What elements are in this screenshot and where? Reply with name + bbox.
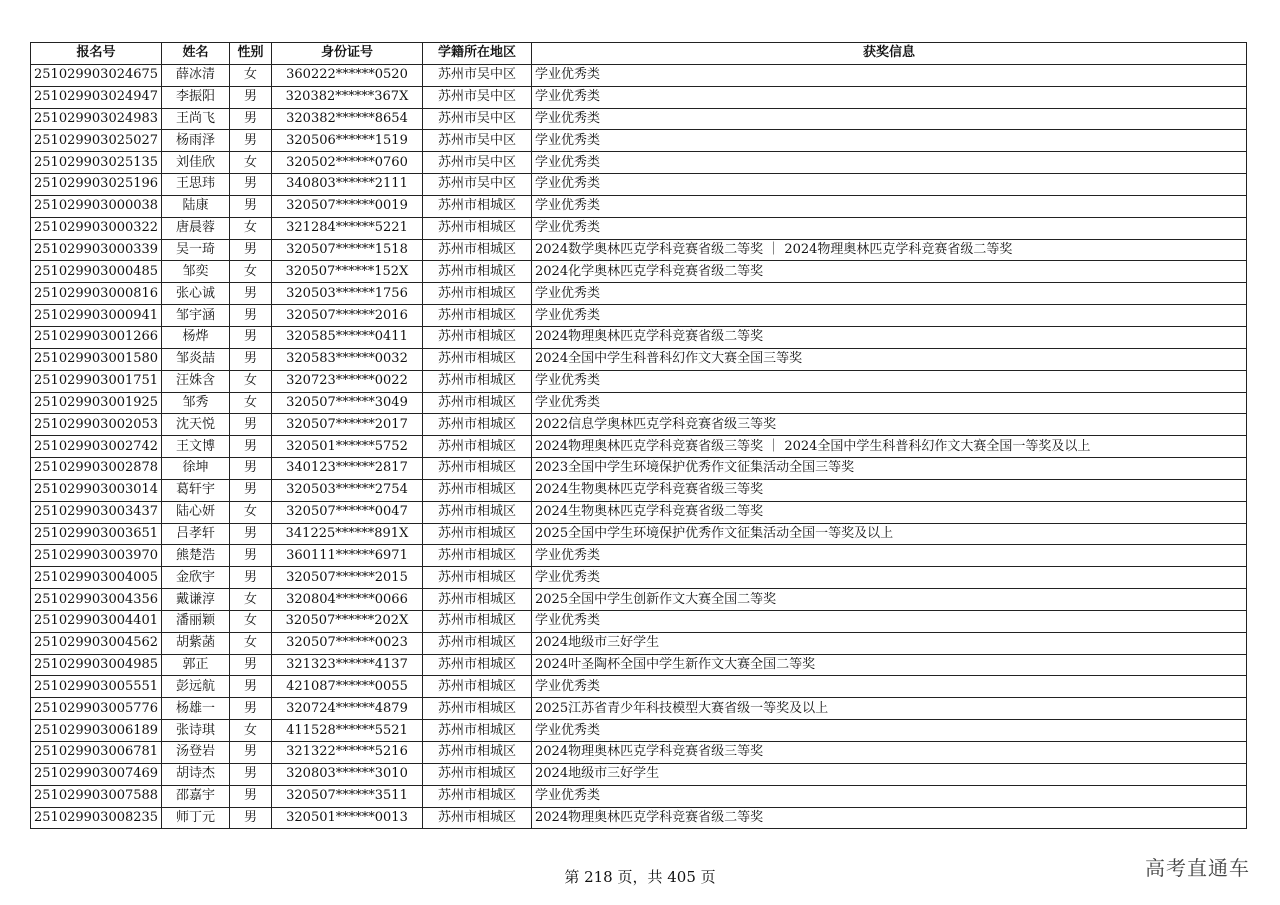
cell-id-number: 320507******3511 xyxy=(272,785,423,807)
cell-school-region: 苏州市相城区 xyxy=(423,436,532,458)
table-row xyxy=(31,436,1247,458)
table-row xyxy=(31,392,1247,414)
cell-award-info: 2025全国中学生环境保护优秀作文征集活动全国一等奖及以上 xyxy=(532,523,1247,545)
cell-gender: 男 xyxy=(230,108,272,130)
cell-award-info: 2024物理奥林匹克学科竞赛省级三等奖 xyxy=(532,742,1247,764)
cell-student-name: 薛冰清 xyxy=(162,64,230,86)
cell-school-region: 苏州市吴中区 xyxy=(423,86,532,108)
cell-student-name: 杨烨 xyxy=(162,326,230,348)
cell-student-name: 徐坤 xyxy=(162,458,230,480)
cell-id-number: 360222******0520 xyxy=(272,64,423,86)
cell-registration-number: 251029903002742 xyxy=(31,436,162,458)
cell-award-info: 学业优秀类 xyxy=(532,567,1247,589)
cell-gender: 男 xyxy=(230,698,272,720)
cell-gender: 女 xyxy=(230,392,272,414)
table-row xyxy=(31,305,1247,327)
cell-gender: 女 xyxy=(230,261,272,283)
cell-school-region: 苏州市相城区 xyxy=(423,261,532,283)
table-row xyxy=(31,130,1247,152)
cell-id-number: 320502******0760 xyxy=(272,152,423,174)
cell-school-region: 苏州市相城区 xyxy=(423,458,532,480)
cell-award-info: 2024地级市三好学生 xyxy=(532,632,1247,654)
cell-student-name: 戴谦淳 xyxy=(162,589,230,611)
table-row xyxy=(31,676,1247,698)
column-header-registration-number: 报名号 xyxy=(31,43,162,65)
cell-registration-number: 251029903007469 xyxy=(31,763,162,785)
cell-student-name: 杨雄一 xyxy=(162,698,230,720)
table-row xyxy=(31,174,1247,196)
cell-student-name: 汤登岩 xyxy=(162,742,230,764)
table-row xyxy=(31,370,1247,392)
table-row xyxy=(31,348,1247,370)
table-row xyxy=(31,720,1247,742)
cell-student-name: 邹奕 xyxy=(162,261,230,283)
cell-id-number: 320507******2016 xyxy=(272,305,423,327)
cell-award-info: 2024地级市三好学生 xyxy=(532,763,1247,785)
cell-student-name: 唐晨蓉 xyxy=(162,217,230,239)
cell-school-region: 苏州市吴中区 xyxy=(423,64,532,86)
cell-id-number: 320804******0066 xyxy=(272,589,423,611)
cell-award-info: 2024物理奥林匹克学科竞赛省级二等奖 xyxy=(532,326,1247,348)
cell-school-region: 苏州市吴中区 xyxy=(423,174,532,196)
cell-student-name: 胡紫菡 xyxy=(162,632,230,654)
cell-student-name: 师丁元 xyxy=(162,807,230,829)
cell-registration-number: 251029903002053 xyxy=(31,414,162,436)
cell-registration-number: 251029903024947 xyxy=(31,86,162,108)
cell-award-info: 学业优秀类 xyxy=(532,392,1247,414)
cell-award-info: 学业优秀类 xyxy=(532,174,1247,196)
cell-award-info: 学业优秀类 xyxy=(532,130,1247,152)
cell-school-region: 苏州市相城区 xyxy=(423,720,532,742)
cell-gender: 男 xyxy=(230,676,272,698)
cell-award-info: 学业优秀类 xyxy=(532,785,1247,807)
cell-registration-number: 251029903024675 xyxy=(31,64,162,86)
cell-school-region: 苏州市相城区 xyxy=(423,610,532,632)
cell-student-name: 胡诗杰 xyxy=(162,763,230,785)
cell-registration-number: 251029903005776 xyxy=(31,698,162,720)
cell-award-info: 2025江苏省青少年科技模型大赛省级一等奖及以上 xyxy=(532,698,1247,720)
cell-student-name: 熊楚浩 xyxy=(162,545,230,567)
cell-registration-number: 251029903025196 xyxy=(31,174,162,196)
cell-student-name: 邹秀 xyxy=(162,392,230,414)
cell-registration-number: 251029903000038 xyxy=(31,195,162,217)
cell-id-number: 360111******6971 xyxy=(272,545,423,567)
cell-award-info: 学业优秀类 xyxy=(532,195,1247,217)
cell-gender: 男 xyxy=(230,654,272,676)
watermark-text: 高考直通车 xyxy=(1145,856,1250,880)
header-row xyxy=(31,43,1247,65)
table-row xyxy=(31,414,1247,436)
table-row xyxy=(31,698,1247,720)
cell-registration-number: 251029903005551 xyxy=(31,676,162,698)
cell-school-region: 苏州市吴中区 xyxy=(423,108,532,130)
cell-registration-number: 251029903024983 xyxy=(31,108,162,130)
cell-award-info: 2024物理奥林匹克学科竞赛省级二等奖 xyxy=(532,807,1247,829)
cell-registration-number: 251029903006781 xyxy=(31,742,162,764)
cell-id-number: 320803******3010 xyxy=(272,763,423,785)
cell-student-name: 邹宇涵 xyxy=(162,305,230,327)
table-row xyxy=(31,654,1247,676)
cell-id-number: 321284******5221 xyxy=(272,217,423,239)
cell-school-region: 苏州市相城区 xyxy=(423,742,532,764)
cell-id-number: 320507******1518 xyxy=(272,239,423,261)
cell-school-region: 苏州市相城区 xyxy=(423,217,532,239)
cell-id-number: 340803******2111 xyxy=(272,174,423,196)
column-header-award-info: 获奖信息 xyxy=(532,43,1247,65)
cell-school-region: 苏州市吴中区 xyxy=(423,130,532,152)
cell-id-number: 320507******2015 xyxy=(272,567,423,589)
cell-student-name: 李振阳 xyxy=(162,86,230,108)
cell-registration-number: 251029903000816 xyxy=(31,283,162,305)
cell-student-name: 葛轩宇 xyxy=(162,479,230,501)
cell-school-region: 苏州市相城区 xyxy=(423,479,532,501)
cell-award-info: 2024生物奥林匹克学科竞赛省级三等奖 xyxy=(532,479,1247,501)
cell-award-info: 学业优秀类 xyxy=(532,152,1247,174)
cell-gender: 女 xyxy=(230,610,272,632)
cell-gender: 女 xyxy=(230,370,272,392)
cell-registration-number: 251029903004562 xyxy=(31,632,162,654)
table-row xyxy=(31,283,1247,305)
cell-award-info: 学业优秀类 xyxy=(532,305,1247,327)
table-row xyxy=(31,479,1247,501)
cell-id-number: 320507******202X xyxy=(272,610,423,632)
cell-award-info: 学业优秀类 xyxy=(532,86,1247,108)
table-body xyxy=(31,64,1247,829)
cell-award-info: 2024叶圣陶杯全国中学生新作文大赛全国二等奖 xyxy=(532,654,1247,676)
page-number: 第 218 页，共 405 页 xyxy=(564,868,716,886)
table-row xyxy=(31,458,1247,480)
cell-student-name: 邵嘉宇 xyxy=(162,785,230,807)
cell-award-info: 2022信息学奥林匹克学科竞赛省级三等奖 xyxy=(532,414,1247,436)
cell-gender: 男 xyxy=(230,567,272,589)
cell-gender: 女 xyxy=(230,217,272,239)
cell-id-number: 320507******0047 xyxy=(272,501,423,523)
cell-registration-number: 251029903025027 xyxy=(31,130,162,152)
cell-student-name: 沈天悦 xyxy=(162,414,230,436)
cell-registration-number: 251029903004401 xyxy=(31,610,162,632)
cell-student-name: 王思玮 xyxy=(162,174,230,196)
cell-student-name: 潘丽颖 xyxy=(162,610,230,632)
cell-student-name: 汪姝含 xyxy=(162,370,230,392)
cell-student-name: 陆心妍 xyxy=(162,501,230,523)
cell-registration-number: 251029903003437 xyxy=(31,501,162,523)
cell-student-name: 郭正 xyxy=(162,654,230,676)
cell-id-number: 320382******367X xyxy=(272,86,423,108)
cell-id-number: 320507******152X xyxy=(272,261,423,283)
cell-student-name: 杨雨泽 xyxy=(162,130,230,152)
cell-gender: 女 xyxy=(230,152,272,174)
cell-gender: 男 xyxy=(230,523,272,545)
cell-id-number: 321323******4137 xyxy=(272,654,423,676)
cell-gender: 男 xyxy=(230,283,272,305)
table-row xyxy=(31,545,1247,567)
cell-gender: 男 xyxy=(230,479,272,501)
cell-school-region: 苏州市相城区 xyxy=(423,698,532,720)
cell-gender: 男 xyxy=(230,305,272,327)
cell-award-info: 2024全国中学生科普科幻作文大赛全国三等奖 xyxy=(532,348,1247,370)
cell-gender: 男 xyxy=(230,195,272,217)
cell-id-number: 320506******1519 xyxy=(272,130,423,152)
table-row xyxy=(31,64,1247,86)
cell-id-number: 320507******0019 xyxy=(272,195,423,217)
cell-school-region: 苏州市相城区 xyxy=(423,414,532,436)
cell-student-name: 金欣宇 xyxy=(162,567,230,589)
cell-registration-number: 251029903000485 xyxy=(31,261,162,283)
cell-school-region: 苏州市相城区 xyxy=(423,763,532,785)
cell-award-info: 2024化学奥林匹克学科竞赛省级二等奖 xyxy=(532,261,1247,283)
cell-student-name: 王尚飞 xyxy=(162,108,230,130)
table-row xyxy=(31,239,1247,261)
cell-registration-number: 251029903003970 xyxy=(31,545,162,567)
cell-award-info: 学业优秀类 xyxy=(532,217,1247,239)
cell-award-info: 2025全国中学生创新作文大赛全国二等奖 xyxy=(532,589,1247,611)
cell-student-name: 彭远航 xyxy=(162,676,230,698)
cell-school-region: 苏州市相城区 xyxy=(423,370,532,392)
cell-school-region: 苏州市相城区 xyxy=(423,545,532,567)
cell-school-region: 苏州市相城区 xyxy=(423,501,532,523)
cell-school-region: 苏州市相城区 xyxy=(423,523,532,545)
table-row xyxy=(31,195,1247,217)
cell-student-name: 王文博 xyxy=(162,436,230,458)
cell-gender: 女 xyxy=(230,64,272,86)
column-header-id-number: 身份证号 xyxy=(272,43,423,65)
cell-id-number: 320501******0013 xyxy=(272,807,423,829)
cell-award-info: 学业优秀类 xyxy=(532,545,1247,567)
cell-gender: 男 xyxy=(230,458,272,480)
cell-id-number: 320503******2754 xyxy=(272,479,423,501)
table-row xyxy=(31,567,1247,589)
roster-table xyxy=(30,42,1247,829)
cell-school-region: 苏州市相城区 xyxy=(423,676,532,698)
cell-registration-number: 251029903001580 xyxy=(31,348,162,370)
cell-student-name: 张心诚 xyxy=(162,283,230,305)
table-row xyxy=(31,86,1247,108)
table-row xyxy=(31,523,1247,545)
cell-id-number: 411528******5521 xyxy=(272,720,423,742)
cell-gender: 男 xyxy=(230,436,272,458)
table-row xyxy=(31,807,1247,829)
cell-id-number: 320507******0023 xyxy=(272,632,423,654)
table-row xyxy=(31,763,1247,785)
cell-id-number: 320507******3049 xyxy=(272,392,423,414)
column-header-student-name: 姓名 xyxy=(162,43,230,65)
table-row xyxy=(31,326,1247,348)
cell-school-region: 苏州市相城区 xyxy=(423,305,532,327)
cell-gender: 男 xyxy=(230,86,272,108)
cell-id-number: 320503******1756 xyxy=(272,283,423,305)
cell-student-name: 邹炎喆 xyxy=(162,348,230,370)
cell-registration-number: 251029903006189 xyxy=(31,720,162,742)
cell-registration-number: 251029903001925 xyxy=(31,392,162,414)
cell-award-info: 学业优秀类 xyxy=(532,676,1247,698)
cell-school-region: 苏州市相城区 xyxy=(423,326,532,348)
cell-award-info: 学业优秀类 xyxy=(532,370,1247,392)
cell-registration-number: 251029903025135 xyxy=(31,152,162,174)
cell-school-region: 苏州市相城区 xyxy=(423,283,532,305)
cell-school-region: 苏州市吴中区 xyxy=(423,152,532,174)
cell-gender: 男 xyxy=(230,239,272,261)
cell-gender: 女 xyxy=(230,501,272,523)
cell-id-number: 320585******0411 xyxy=(272,326,423,348)
cell-id-number: 320723******0022 xyxy=(272,370,423,392)
cell-gender: 男 xyxy=(230,763,272,785)
cell-registration-number: 251029903002878 xyxy=(31,458,162,480)
table-row xyxy=(31,261,1247,283)
cell-registration-number: 251029903004005 xyxy=(31,567,162,589)
cell-id-number: 341225******891X xyxy=(272,523,423,545)
cell-student-name: 吕孝轩 xyxy=(162,523,230,545)
table-row xyxy=(31,152,1247,174)
cell-gender: 男 xyxy=(230,174,272,196)
cell-gender: 男 xyxy=(230,545,272,567)
table-row xyxy=(31,632,1247,654)
cell-school-region: 苏州市相城区 xyxy=(423,807,532,829)
cell-gender: 男 xyxy=(230,742,272,764)
column-header-school-region: 学籍所在地区 xyxy=(423,43,532,65)
cell-school-region: 苏州市相城区 xyxy=(423,632,532,654)
cell-school-region: 苏州市相城区 xyxy=(423,654,532,676)
cell-award-info: 学业优秀类 xyxy=(532,283,1247,305)
cell-school-region: 苏州市相城区 xyxy=(423,785,532,807)
column-header-gender: 性别 xyxy=(230,43,272,65)
cell-id-number: 321322******5216 xyxy=(272,742,423,764)
cell-school-region: 苏州市相城区 xyxy=(423,392,532,414)
table-row xyxy=(31,108,1247,130)
cell-registration-number: 251029903000339 xyxy=(31,239,162,261)
cell-gender: 男 xyxy=(230,785,272,807)
cell-gender: 女 xyxy=(230,632,272,654)
cell-id-number: 320507******2017 xyxy=(272,414,423,436)
cell-school-region: 苏州市相城区 xyxy=(423,589,532,611)
cell-school-region: 苏州市相城区 xyxy=(423,567,532,589)
cell-registration-number: 251029903000941 xyxy=(31,305,162,327)
cell-registration-number: 251029903004356 xyxy=(31,589,162,611)
table-row xyxy=(31,501,1247,523)
cell-award-info: 学业优秀类 xyxy=(532,108,1247,130)
cell-id-number: 340123******2817 xyxy=(272,458,423,480)
cell-gender: 男 xyxy=(230,807,272,829)
cell-id-number: 421087******0055 xyxy=(272,676,423,698)
cell-award-info: 2024生物奥林匹克学科竞赛省级二等奖 xyxy=(532,501,1247,523)
cell-id-number: 320382******8654 xyxy=(272,108,423,130)
cell-student-name: 吴一琦 xyxy=(162,239,230,261)
cell-award-info: 学业优秀类 xyxy=(532,64,1247,86)
cell-registration-number: 251029903008235 xyxy=(31,807,162,829)
cell-registration-number: 251029903003014 xyxy=(31,479,162,501)
cell-gender: 女 xyxy=(230,589,272,611)
cell-school-region: 苏州市相城区 xyxy=(423,239,532,261)
cell-id-number: 320583******0032 xyxy=(272,348,423,370)
cell-registration-number: 251029903000322 xyxy=(31,217,162,239)
cell-registration-number: 251029903007588 xyxy=(31,785,162,807)
cell-gender: 男 xyxy=(230,414,272,436)
cell-school-region: 苏州市相城区 xyxy=(423,348,532,370)
cell-registration-number: 251029903001751 xyxy=(31,370,162,392)
cell-registration-number: 251029903004985 xyxy=(31,654,162,676)
cell-gender: 男 xyxy=(230,326,272,348)
cell-student-name: 陆康 xyxy=(162,195,230,217)
cell-registration-number: 251029903001266 xyxy=(31,326,162,348)
cell-id-number: 320501******5752 xyxy=(272,436,423,458)
table-row xyxy=(31,217,1247,239)
table-row xyxy=(31,742,1247,764)
cell-award-info: 学业优秀类 xyxy=(532,720,1247,742)
cell-student-name: 刘佳欣 xyxy=(162,152,230,174)
cell-gender: 男 xyxy=(230,348,272,370)
table-row xyxy=(31,610,1247,632)
cell-registration-number: 251029903003651 xyxy=(31,523,162,545)
cell-id-number: 320724******4879 xyxy=(272,698,423,720)
table-row xyxy=(31,589,1247,611)
table-row xyxy=(31,785,1247,807)
cell-award-info: 2024物理奥林匹克学科竞赛省级三等奖 ｜ 2024全国中学生科普科幻作文大赛全国一等奖及以上 xyxy=(532,436,1247,458)
cell-award-info: 2024数学奥林匹克学科竞赛省级二等奖 ｜ 2024物理奥林匹克学科竞赛省级二等奖 xyxy=(532,239,1247,261)
cell-award-info: 学业优秀类 xyxy=(532,610,1247,632)
cell-award-info: 2023全国中学生环境保护优秀作文征集活动全国三等奖 xyxy=(532,458,1247,480)
table-header xyxy=(31,43,1247,65)
cell-gender: 女 xyxy=(230,720,272,742)
cell-school-region: 苏州市相城区 xyxy=(423,195,532,217)
cell-student-name: 张诗琪 xyxy=(162,720,230,742)
cell-gender: 男 xyxy=(230,130,272,152)
